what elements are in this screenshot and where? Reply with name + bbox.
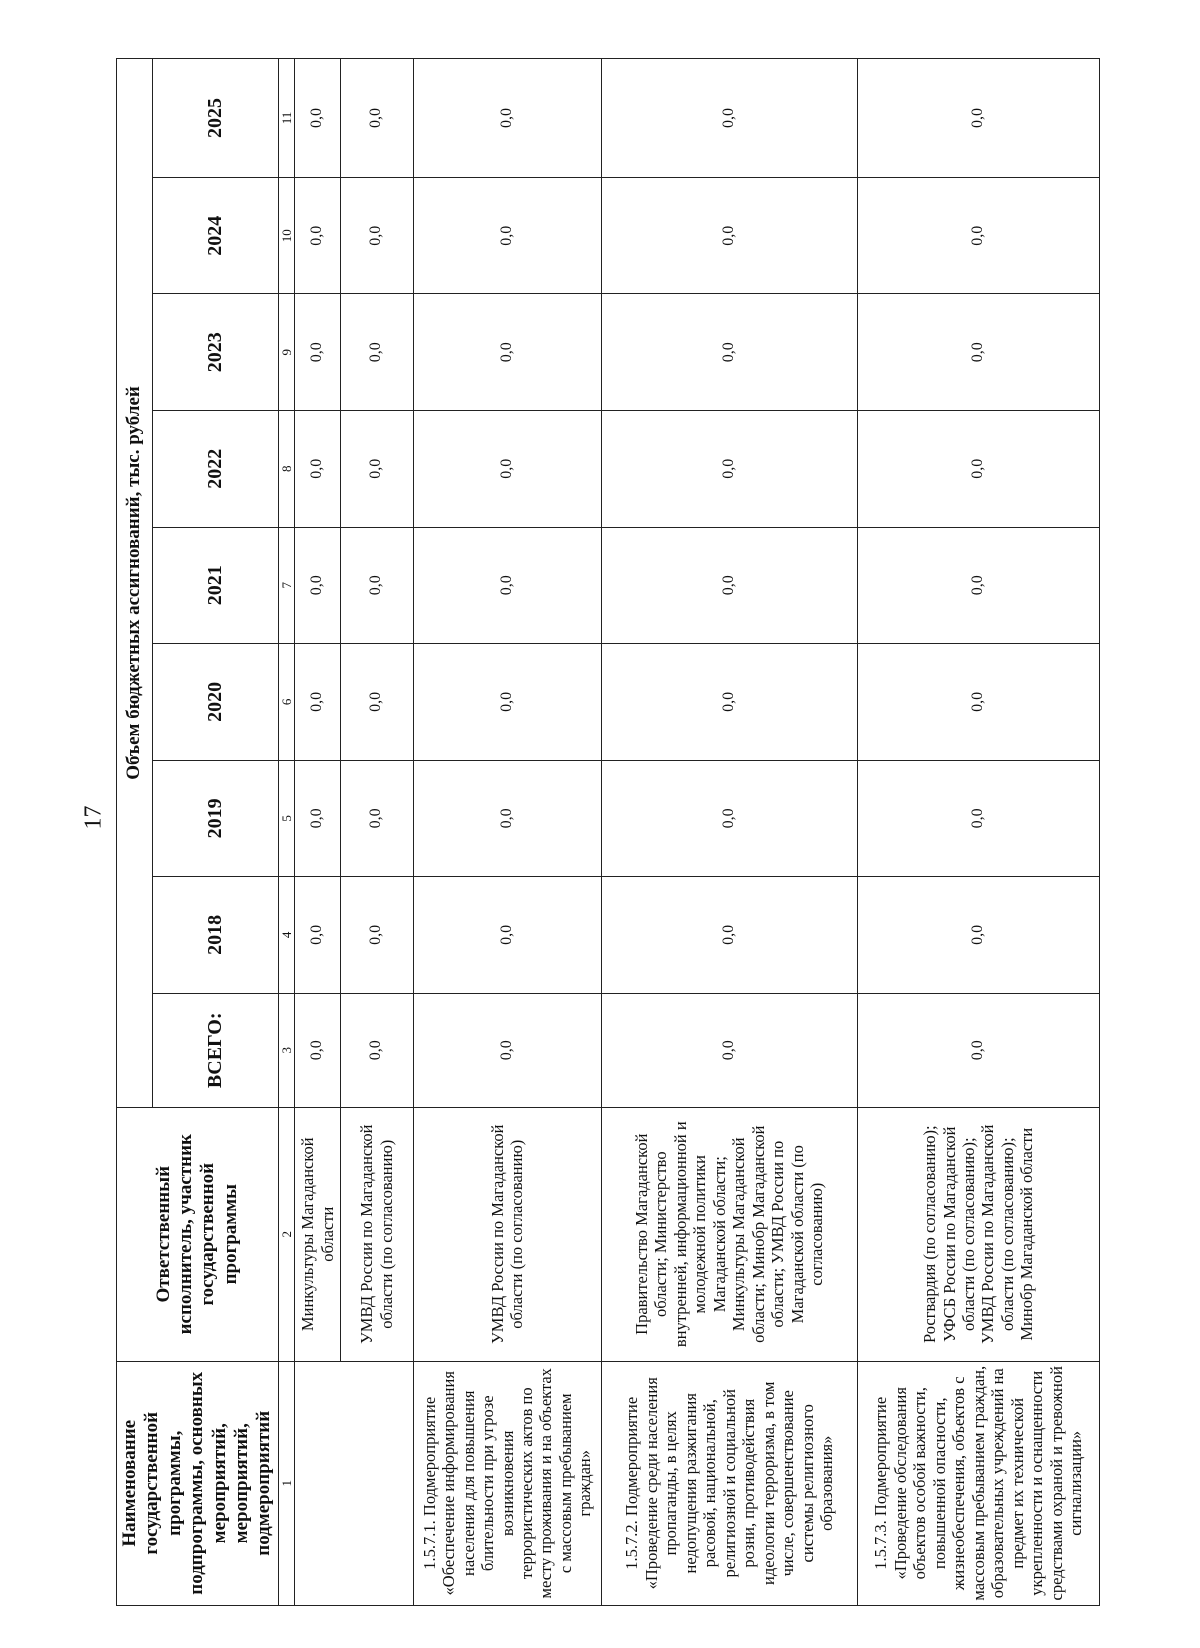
header-year: 2018 (153, 877, 279, 994)
value-cell: 0,0 (340, 410, 413, 527)
column-number: 11 (278, 59, 294, 178)
rotated-table-container (116, 58, 1086, 1606)
value-cell: 0,0 (340, 877, 413, 994)
value-cell: 0,0 (858, 410, 1100, 527)
table-row (295, 59, 341, 1606)
column-number: 10 (278, 177, 294, 294)
column-number: 2 (278, 1107, 294, 1361)
column-number: 6 (278, 644, 294, 761)
header-year: 2021 (153, 527, 279, 644)
table-row (858, 59, 1100, 1606)
value-cell: 0,0 (858, 527, 1100, 644)
header-year: 2020 (153, 644, 279, 761)
value-cell: 0,0 (601, 294, 857, 411)
column-number: 9 (278, 294, 294, 411)
value-cell: 0,0 (413, 294, 601, 411)
value-cell: 0,0 (340, 527, 413, 644)
row-executor-cell: Росгвардия (по согласованию); УФСБ России по Магаданской области (по согласованию); УМВД России по Магаданской области (по согласованию); Минобр Магаданской области (858, 1107, 1100, 1361)
value-cell: 0,0 (340, 294, 413, 411)
value-cell: 0,0 (295, 59, 341, 178)
table-row (601, 59, 857, 1606)
value-cell: 0,0 (858, 177, 1100, 294)
column-number: 1 (278, 1361, 294, 1605)
column-number: 8 (278, 410, 294, 527)
row-executor-cell: Правительство Магаданской области; Министерство внутренней, информационной и молодежной политики Магаданской области; Минкультуры Магаданской области; Минобр Магаданской области; УМВД России по Магаданской области (по согласованию) (601, 1107, 857, 1361)
column-number: 3 (278, 993, 294, 1107)
row-name-cell: 1.5.7.3. Подмероприятие «Проведение обследования объектов особой важности, повышенной опасности, жизнеобеспечения, объектов с массовым пребыванием граждан, образовательных учреждений на предмет их технической укрепленности и оснащенности средствами охраной и тревожной сигнализации» (858, 1361, 1100, 1605)
value-cell: 0,0 (295, 993, 341, 1107)
value-cell: 0,0 (340, 59, 413, 178)
header-year: 2025 (153, 59, 279, 178)
value-cell: 0,0 (340, 993, 413, 1107)
header-executor-column: Ответственный исполнитель, участник государственной программы (117, 1107, 279, 1361)
table-row (413, 59, 601, 1606)
value-cell: 0,0 (413, 644, 601, 761)
budget-table (116, 58, 1100, 1606)
value-cell: 0,0 (601, 877, 857, 994)
value-cell: 0,0 (413, 877, 601, 994)
value-cell: 0,0 (413, 177, 601, 294)
value-cell: 0,0 (858, 877, 1100, 994)
value-cell: 0,0 (295, 877, 341, 994)
value-cell: 0,0 (601, 59, 857, 178)
value-cell: 0,0 (601, 993, 857, 1107)
row-executor-cell: Минкультуры Магаданской области (295, 1107, 341, 1361)
value-cell: 0,0 (601, 177, 857, 294)
value-cell: 0,0 (413, 760, 601, 877)
value-cell: 0,0 (295, 760, 341, 877)
header-year: 2022 (153, 410, 279, 527)
column-number: 7 (278, 527, 294, 644)
value-cell: 0,0 (340, 177, 413, 294)
row-name-cell: 1.5.7.1. Подмероприятие «Обеспечение информирования населения для повышения блительности при угрозе возникновения террористических актов по месту проживания и на объектах с массовым пребыванием граждан» (413, 1361, 601, 1605)
column-number: 4 (278, 877, 294, 994)
column-number: 5 (278, 760, 294, 877)
value-cell: 0,0 (295, 410, 341, 527)
value-cell: 0,0 (858, 760, 1100, 877)
value-cell: 0,0 (413, 993, 601, 1107)
row-executor-cell: УМВД России по Магаданской области (по согласованию) (340, 1107, 413, 1361)
value-cell: 0,0 (858, 993, 1100, 1107)
value-cell: 0,0 (413, 59, 601, 178)
row-executor-cell: УМВД России по Магаданской области (по согласованию) (413, 1107, 601, 1361)
header-year: 2023 (153, 294, 279, 411)
value-cell: 0,0 (413, 527, 601, 644)
page-number: 17 (80, 805, 107, 830)
value-cell: 0,0 (295, 294, 341, 411)
row-name-cell (295, 1361, 414, 1605)
value-cell: 0,0 (601, 760, 857, 877)
header-year: 2024 (153, 177, 279, 294)
value-cell: 0,0 (340, 644, 413, 761)
value-cell: 0,0 (295, 527, 341, 644)
value-cell: 0,0 (295, 644, 341, 761)
header-budget: Объем бюджетных ассигнований, тыс. рублей (117, 59, 153, 1108)
value-cell: 0,0 (858, 294, 1100, 411)
value-cell: 0,0 (601, 644, 857, 761)
header-name-column: Наименование государственной программы, подпрограммы, основных мероприятий, мероприятий, подмероприятий (117, 1361, 279, 1605)
value-cell: 0,0 (413, 410, 601, 527)
value-cell: 0,0 (601, 410, 857, 527)
value-cell: 0,0 (601, 527, 857, 644)
value-cell: 0,0 (858, 59, 1100, 178)
value-cell: 0,0 (340, 760, 413, 877)
value-cell: 0,0 (858, 644, 1100, 761)
header-total: ВСЕГО: (153, 993, 279, 1107)
header-year: 2019 (153, 760, 279, 877)
value-cell: 0,0 (295, 177, 341, 294)
row-name-cell: 1.5.7.2. Подмероприятие «Проведение среди населения пропаганды, в целях недопущения разжигания расовой, национальной, религиозной и социальной розни, противодействия идеологии терроризма, в том числе, совершенствование системы религиозного образования» (601, 1361, 857, 1605)
